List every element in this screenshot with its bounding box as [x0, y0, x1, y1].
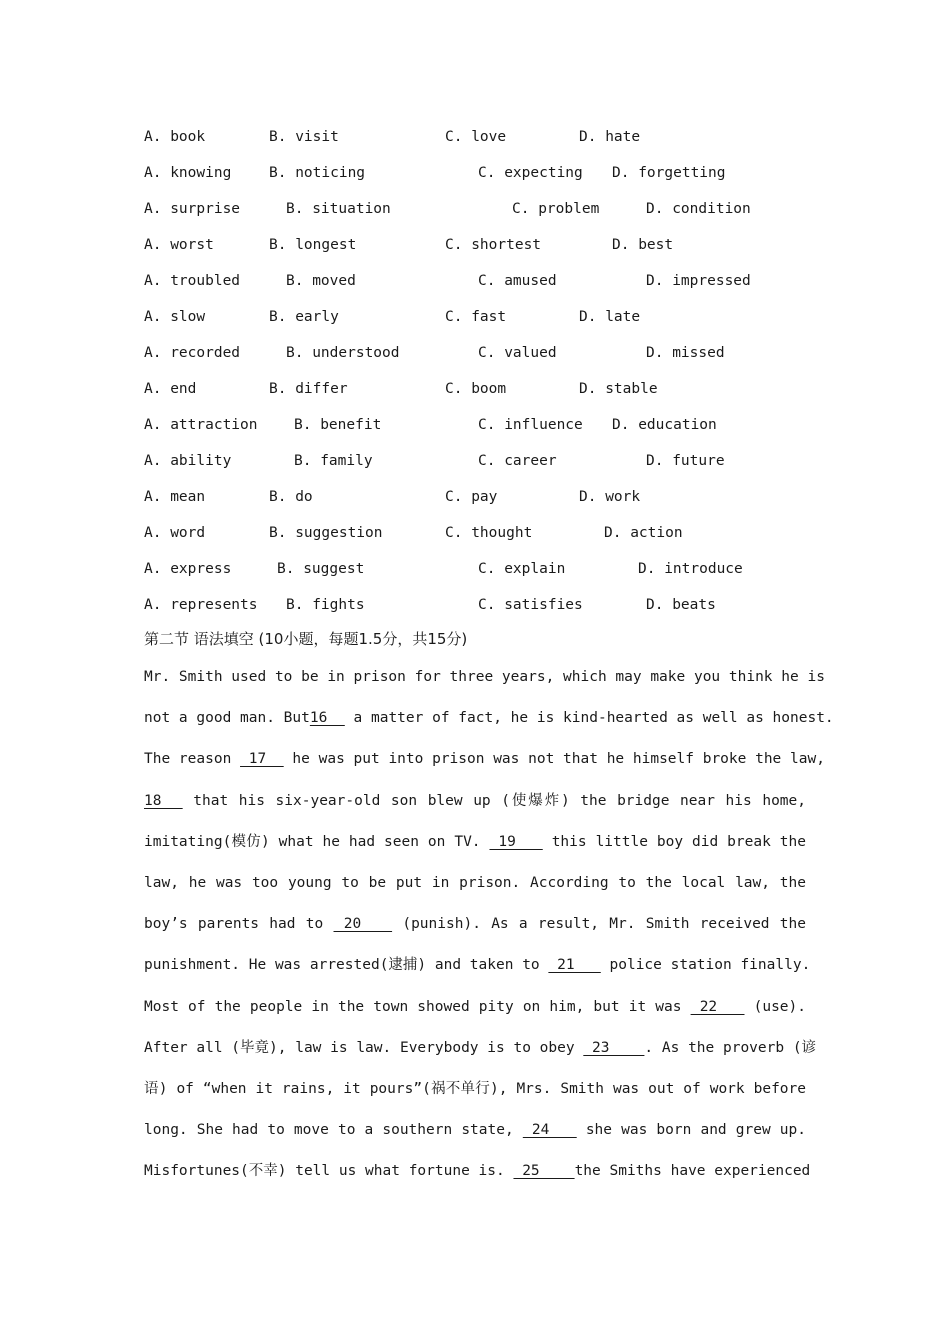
passage-text: Misfortunes(不幸) tell us what fortune is. — [144, 1163, 514, 1180]
answer-blank: 22 — [690, 998, 745, 1015]
option-d: D. introduce — [638, 561, 743, 577]
passage-line — [144, 1119, 806, 1160]
option-row — [144, 522, 824, 558]
option-row — [144, 342, 824, 378]
option-d: D. work — [579, 489, 641, 505]
option-d: D. stable — [579, 381, 658, 397]
option-c: C. influence — [478, 417, 583, 433]
passage-text: boy’s parents had to — [144, 916, 334, 933]
option-b: B. moved — [286, 273, 356, 289]
passage-text: . As the proverb (谚 — [644, 1039, 817, 1056]
passage-text: this little boy did break the — [542, 833, 806, 850]
option-b: B. fights — [286, 597, 365, 613]
option-b: B. early — [269, 309, 339, 325]
option-c: C. satisfies — [478, 597, 583, 613]
option-b: B. visit — [269, 129, 339, 145]
passage-line — [144, 1160, 811, 1201]
option-d: D. best — [612, 237, 674, 253]
answer-blank: 25 — [513, 1163, 575, 1180]
grammar-passage — [144, 666, 834, 1201]
option-row — [144, 378, 824, 414]
option-c: C. career — [478, 453, 557, 469]
option-a: A. represents — [144, 597, 258, 613]
option-row — [144, 486, 824, 522]
option-c: C. love — [445, 129, 507, 145]
passage-line — [144, 954, 811, 995]
passage-text: law, he was too young to be put in prison. According to the local law, the — [144, 874, 806, 891]
passage-text: After all (毕竟), law is law. Everybody is to obey — [144, 1039, 584, 1056]
option-row — [144, 270, 824, 306]
passage-line — [144, 666, 825, 707]
option-b: B. differ — [269, 381, 348, 397]
option-row — [144, 162, 824, 198]
option-a: A. troubled — [144, 273, 241, 289]
option-d: D. future — [646, 453, 725, 469]
passage-text: imitating(模仿) what he had seen on TV. — [144, 833, 490, 850]
option-b: B. family — [294, 453, 373, 469]
passage-line — [144, 872, 806, 913]
option-d: D. condition — [646, 201, 751, 217]
option-c: C. amused — [478, 273, 557, 289]
option-row — [144, 414, 824, 450]
passage-line — [144, 831, 806, 872]
option-d: D. missed — [646, 345, 725, 361]
section-title: 第二节 语法填空 (10小题，每题1.5分，共15分) — [144, 630, 468, 648]
option-row — [144, 126, 824, 162]
option-c: C. boom — [445, 381, 507, 397]
passage-text: police station finally. — [600, 957, 811, 974]
passage-line — [144, 748, 825, 789]
option-a: A. worst — [144, 237, 214, 253]
passage-text: 语) of “when it rains, it pours”(祸不单行), Mrs. Smith was out of work before — [144, 1080, 806, 1097]
passage-text: Most of the people in the town showed pity on him, but it was — [144, 998, 691, 1015]
option-list — [144, 126, 824, 630]
passage-text: that his six-year-old son blew up (使爆炸) the bridge near his home, — [182, 792, 806, 809]
passage-line — [144, 1078, 806, 1119]
passage-text: a matter of fact, he is kind-hearted as well as honest. — [344, 710, 834, 727]
option-b: B. longest — [269, 237, 357, 253]
option-a: A. knowing — [144, 165, 232, 181]
option-a: A. express — [144, 561, 232, 577]
option-a: A. attraction — [144, 417, 258, 433]
option-c: C. explain — [478, 561, 566, 577]
passage-text: she was born and grew up. — [576, 1122, 806, 1139]
option-row — [144, 450, 824, 486]
option-row — [144, 234, 824, 270]
answer-blank: 20 — [333, 916, 393, 933]
answer-blank: 16 — [309, 710, 345, 727]
passage-text: not a good man. But — [144, 710, 310, 727]
answer-blank: 21 — [548, 957, 601, 974]
option-d: D. education — [612, 417, 717, 433]
option-b: B. understood — [286, 345, 400, 361]
option-b: B. noticing — [269, 165, 366, 181]
answer-blank: 17 — [240, 751, 284, 768]
answer-blank: 23 — [583, 1039, 645, 1056]
option-d: D. beats — [646, 597, 716, 613]
passage-text: Mr. Smith used to be in prison for three years, which may make you think he is — [144, 669, 825, 685]
option-row — [144, 306, 824, 342]
option-a: A. recorded — [144, 345, 241, 361]
option-c: C. problem — [512, 201, 600, 217]
passage-line — [144, 1037, 817, 1078]
option-a: A. slow — [144, 309, 206, 325]
option-b: B. benefit — [294, 417, 382, 433]
passage-text: he was put into prison was not that he himself broke the law, — [283, 751, 825, 768]
passage-line — [144, 996, 806, 1037]
option-b: B. situation — [286, 201, 391, 217]
passage-text: punishment. He was arrested(逮捕) and taken to — [144, 957, 549, 974]
option-d: D. impressed — [646, 273, 751, 289]
passage-text: (punish). As a result, Mr. Smith received the — [392, 916, 806, 933]
option-c: C. shortest — [445, 237, 542, 253]
passage-line — [144, 913, 806, 954]
option-d: D. forgetting — [612, 165, 726, 181]
option-row — [144, 594, 824, 630]
passage-text: long. She had to move to a southern state, — [144, 1122, 523, 1139]
passage-text: The reason — [144, 751, 241, 768]
option-b: B. suggest — [277, 561, 365, 577]
option-a: A. book — [144, 129, 206, 145]
option-a: A. word — [144, 525, 206, 541]
option-c: C. pay — [445, 489, 498, 505]
option-row — [144, 558, 824, 594]
option-d: D. hate — [579, 129, 641, 145]
answer-blank: 19 — [489, 833, 543, 850]
option-a: A. end — [144, 381, 197, 397]
option-a: A. surprise — [144, 201, 241, 217]
option-b: B. do — [269, 489, 313, 505]
option-b: B. suggestion — [269, 525, 383, 541]
option-a: A. ability — [144, 453, 232, 469]
passage-line — [144, 707, 834, 748]
option-c: C. thought — [445, 525, 533, 541]
answer-blank: 18 — [144, 792, 183, 809]
option-c: C. expecting — [478, 165, 583, 181]
option-d: D. late — [579, 309, 641, 325]
option-a: A. mean — [144, 489, 206, 505]
passage-text: (use). — [744, 998, 806, 1015]
passage-line — [144, 790, 806, 831]
option-c: C. valued — [478, 345, 557, 361]
option-c: C. fast — [445, 309, 507, 325]
answer-blank: 24 — [522, 1122, 577, 1139]
option-row — [144, 198, 824, 234]
option-d: D. action — [604, 525, 683, 541]
passage-text: the Smiths have experienced — [574, 1163, 811, 1180]
